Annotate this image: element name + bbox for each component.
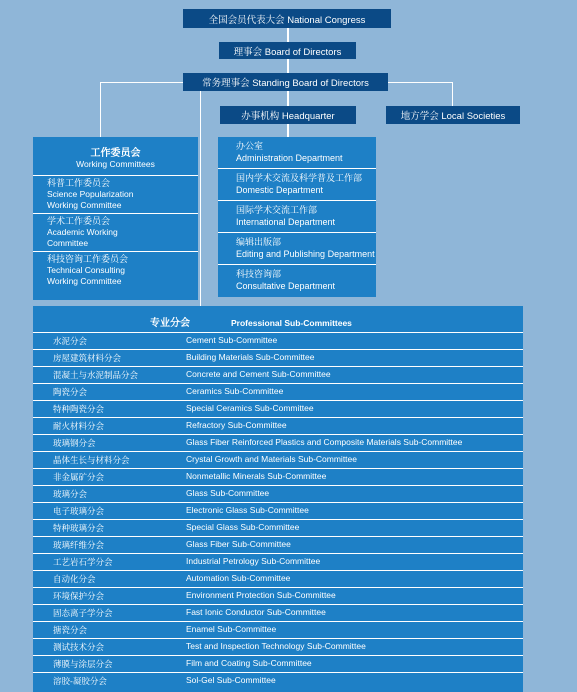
subcommittee-row (33, 485, 523, 502)
subcommittee-row (33, 672, 523, 689)
department-name-zh: 编辑出版部 (236, 237, 282, 247)
subcommittee-name-zh: 非金属矿分会 (53, 472, 105, 482)
connector (287, 59, 289, 73)
department-name-en: International Department (236, 217, 336, 227)
subcommittee-row (33, 553, 523, 570)
connector (287, 124, 289, 137)
subcommittee-name-zh: 自动化分会 (53, 574, 96, 584)
department-name-zh: 办公室 (236, 141, 264, 151)
subcommittee-name-en: Special Ceramics Sub-Committee (186, 403, 314, 413)
committee-name-en: Working Committee (47, 200, 122, 210)
subcommittee-name-zh: 水泥分会 (53, 336, 88, 346)
committee-name-en: Working Committee (47, 276, 122, 286)
local-societies-label: 地方学会 Local Societies (400, 111, 506, 122)
department-item (218, 137, 376, 169)
subcommittee-name-zh: 薄膜与涂层分会 (53, 659, 113, 669)
subcommittee-name-zh: 电子玻璃分会 (53, 506, 105, 516)
local-societies-node (386, 106, 520, 124)
subcommittee-name-en: Ceramics Sub-Committee (186, 386, 284, 396)
board-node (219, 42, 356, 59)
department-name-zh: 国际学术交流工作部 (236, 205, 318, 215)
department-name-en: Consultative Department (236, 281, 336, 291)
subcommittee-row (33, 468, 523, 485)
subcommittee-row (33, 621, 523, 638)
connector (100, 82, 183, 83)
department-name-zh: 国内学术交流及科学普及工作部 (236, 173, 363, 183)
subcommittee-row (33, 587, 523, 604)
connector (452, 82, 453, 106)
national-congress-node (183, 9, 391, 28)
subcommittee-name-zh: 测试技术分会 (53, 642, 105, 652)
subcommittee-row (33, 502, 523, 519)
subcommittee-name-en: Fast Ionic Conductor Sub-Committee (186, 607, 326, 617)
department-item (218, 233, 376, 265)
subcommittee-name-en: Enamel Sub-Committee (186, 624, 277, 634)
subcommittee-name-zh: 工艺岩石学分会 (53, 557, 113, 567)
subcommittee-name-en: Glass Fiber Sub-Committee (186, 539, 291, 549)
subcommittee-name-zh: 溶胶-凝胶分会 (53, 676, 107, 686)
committee-name-zh: 科技咨询工作委员会 (47, 254, 129, 264)
subcommittee-row (33, 570, 523, 587)
subcommittee-row (33, 332, 523, 349)
professional-subcommittees-panel (33, 306, 523, 692)
subcommittee-row (33, 366, 523, 383)
committee-name-en: Academic Working (47, 227, 118, 237)
departments-panel (218, 137, 376, 297)
subcommittee-name-en: Nonmetallic Minerals Sub-Committee (186, 471, 327, 481)
subcommittee-name-en: Sol-Gel Sub-Committee (186, 675, 276, 685)
committee-name-en: Technical Consulting (47, 265, 125, 275)
subcommittee-name-zh: 环境保护分会 (53, 591, 105, 601)
department-name-zh: 科技咨询部 (236, 269, 282, 279)
connector (100, 82, 101, 137)
subcommittee-name-zh: 玻璃纤维分会 (53, 540, 105, 550)
department-name-en: Editing and Publishing Department (236, 249, 375, 259)
subcommittee-name-en: Glass Fiber Reinforced Plastics and Composite Materials Sub-Committee (186, 437, 463, 447)
board-label: 理事会 Board of Directors (233, 46, 342, 58)
subcommittee-row (33, 519, 523, 536)
working-committee-item (33, 214, 198, 252)
subcommittee-row (33, 655, 523, 672)
subcommittee-name-en: Cement Sub-Committee (186, 335, 278, 345)
committee-name-zh: 科普工作委员会 (47, 178, 111, 188)
national-congress-label: 全国会员代表大会 National Congress (208, 14, 366, 26)
subcommittee-row (33, 536, 523, 553)
subcommittee-name-zh: 晶体生长与材料分会 (53, 455, 130, 465)
headquarter-node (220, 106, 356, 124)
subcommittee-name-en: Industrial Petrology Sub-Committee (186, 556, 321, 566)
subcommittee-name-en: Crystal Growth and Materials Sub-Committee (186, 454, 358, 464)
professional-title-en: Professional Sub-Committees (231, 318, 352, 328)
working-committee-item (33, 252, 198, 289)
subcommittee-row (33, 417, 523, 434)
subcommittee-name-en: Automation Sub-Committee (186, 573, 291, 583)
working-committee-item (33, 176, 198, 214)
committee-name-en: Committee (47, 238, 89, 248)
standing-board-label: 常务理事会 Standing Board of Directors (202, 78, 369, 89)
subcommittee-name-zh: 混凝土与水泥制品分会 (53, 370, 139, 380)
subcommittee-name-zh: 玻璃钢分会 (53, 438, 96, 448)
subcommittee-row (33, 383, 523, 400)
subcommittee-row (33, 638, 523, 655)
professional-header (33, 306, 523, 332)
subcommittee-name-en: Electronic Glass Sub-Committee (186, 505, 309, 515)
subcommittee-name-en: Special Glass Sub-Committee (186, 522, 300, 532)
connector (287, 91, 289, 106)
standing-board-node (183, 73, 388, 91)
subcommittee-name-en: Concrete and Cement Sub-Committee (186, 369, 331, 379)
subcommittee-name-zh: 固态离子学分会 (53, 608, 113, 618)
subcommittee-row (33, 451, 523, 468)
department-item (218, 201, 376, 233)
subcommittee-row (33, 434, 523, 451)
subcommittee-name-en: Test and Inspection Technology Sub-Committee (186, 641, 366, 651)
committee-name-en: Science Popularization (47, 189, 134, 199)
subcommittee-name-zh: 房屋建筑材料分会 (53, 353, 122, 363)
subcommittee-name-en: Building Materials Sub-Committee (186, 352, 315, 362)
department-name-en: Administration Department (236, 153, 343, 163)
subcommittee-name-en: Film and Coating Sub-Committee (186, 658, 312, 668)
subcommittee-name-zh: 特种玻璃分会 (53, 523, 105, 533)
working-committees-title-zh: 工作委员会 (90, 147, 141, 159)
subcommittee-name-zh: 搪瓷分会 (53, 625, 88, 635)
professional-title-zh: 专业分会 (150, 318, 190, 329)
subcommittee-name-en: Refractory Sub-Committee (186, 420, 287, 430)
subcommittee-row (33, 349, 523, 366)
working-committees-title-en: Working Committees (76, 158, 155, 169)
subcommittee-name-en: Environment Protection Sub-Committee (186, 590, 336, 600)
subcommittee-name-zh: 耐火材料分会 (53, 421, 105, 431)
subcommittee-name-zh: 特种陶瓷分会 (53, 404, 105, 414)
subcommittee-name-en: Glass Sub-Committee (186, 488, 270, 498)
working-committees-header (33, 137, 198, 176)
connector (388, 82, 452, 83)
subcommittee-row (33, 604, 523, 621)
connector (287, 28, 289, 42)
subcommittee-row (33, 400, 523, 417)
headquarter-label: 办事机构 Headquarter (241, 111, 335, 122)
subcommittee-name-zh: 陶瓷分会 (53, 387, 88, 397)
connector (200, 91, 201, 306)
department-item (218, 169, 376, 201)
department-item (218, 265, 376, 297)
subcommittee-name-zh: 玻璃分会 (53, 489, 88, 499)
department-name-en: Domestic Department (236, 185, 324, 195)
working-committees-panel (33, 137, 198, 300)
committee-name-zh: 学术工作委员会 (47, 216, 111, 226)
